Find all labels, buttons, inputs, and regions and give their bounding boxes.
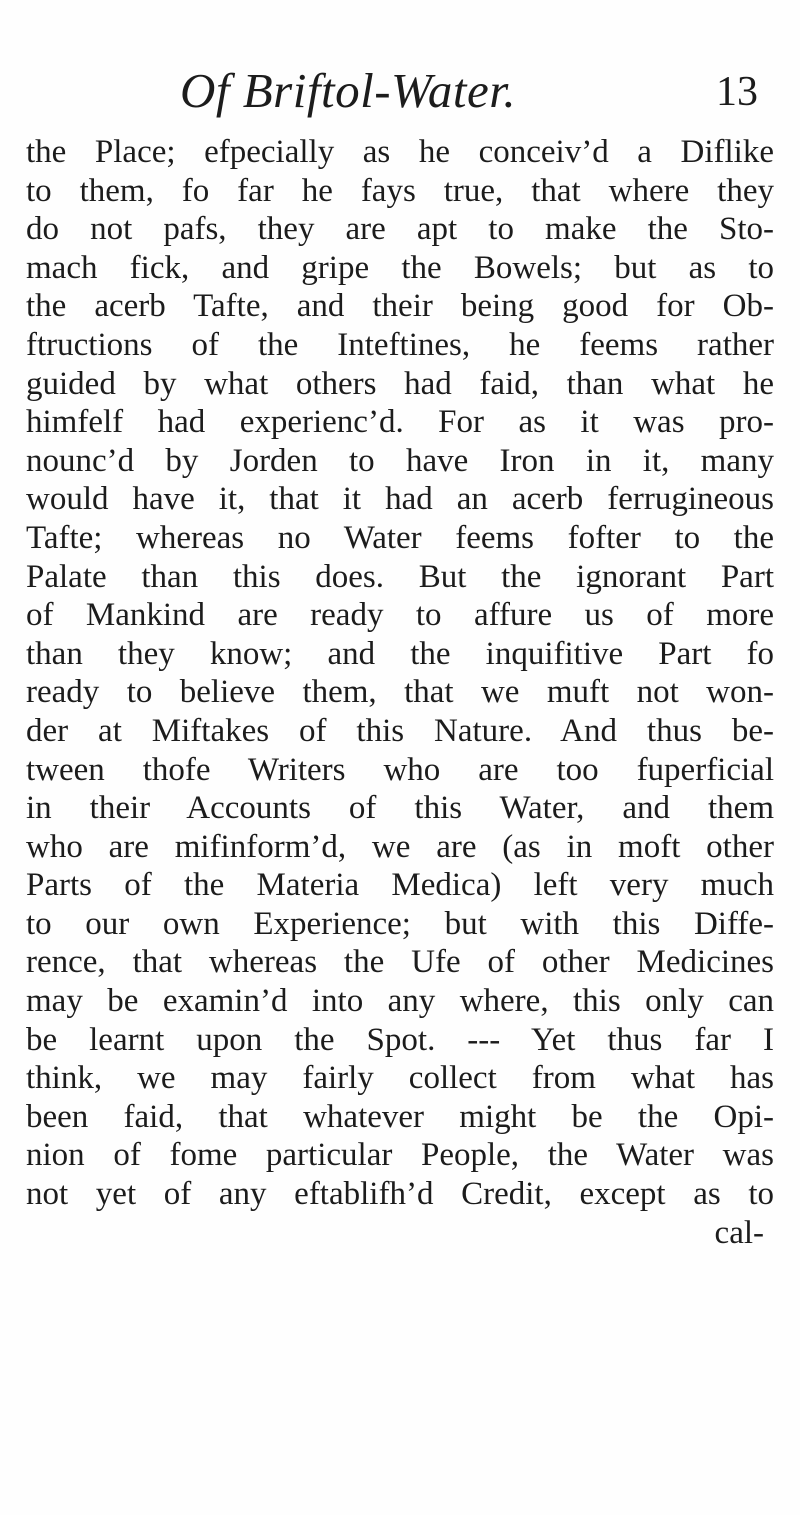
text-line: nion of fome particular People, the Water was (26, 1137, 774, 1174)
text-line: tween thofe Writers who are too fuperficial (26, 751, 774, 788)
text-line: mach fick, and gripe the Bowels; but as to (26, 249, 774, 286)
text-line: who are mifinform’d, we are (as in moft other (26, 828, 774, 865)
text-line: of Mankind are ready to affure us of more (26, 597, 774, 634)
text-line: der at Miftakes of this Nature. And thus be- (26, 712, 774, 749)
text-line: ftructions of the Inteftines, he feems rather (26, 326, 774, 363)
text-line: himfelf had experienc’d. For as it was pro- (26, 404, 774, 441)
page-header (180, 62, 760, 134)
text-line: do not pafs, they are apt to make the Sto- (26, 211, 774, 248)
text-line: been faid, that whatever might be the Opi- (26, 1098, 774, 1135)
text-line: in their Accounts of this Water, and them (26, 790, 774, 827)
text-line: the Place; efpecially as he conceiv’d a Diflike (26, 134, 774, 170)
text-line: think, we may fairly collect from what has (26, 1060, 774, 1097)
text-line: the acerb Tafte, and their being good for Ob- (26, 288, 774, 325)
text-line: to our own Experience; but with this Diffe- (26, 905, 774, 942)
text-line: guided by what others had faid, than what he (26, 365, 774, 402)
text-line: ready to believe them, that we muft not won- (26, 674, 774, 711)
text-line: would have it, that it had an acerb ferrugineous (26, 481, 774, 518)
running-title: Of Briftol-Water. (180, 63, 517, 118)
text-line: rence, that whereas the Ufe of other Medicines (26, 944, 774, 981)
text-line: nounc’d by Jorden to have Iron in it, many (26, 442, 774, 479)
text-line: Palate than this does. But the ignorant Part (26, 558, 774, 595)
page-number: 13 (716, 69, 758, 115)
text-line: be learnt upon the Spot. --- Yet thus far I (26, 1021, 774, 1058)
catchword: cal- (714, 1214, 764, 1251)
body-text (26, 133, 774, 1252)
text-line: Tafte; whereas no Water feems fofter to the (26, 519, 774, 556)
text-line: may be examin’d into any where, this only can (26, 983, 774, 1020)
text-line: not yet of any eftablifh’d Credit, except as to (26, 1176, 774, 1213)
text-line: than they know; and the inquifitive Part fo (26, 635, 774, 672)
text-line: Parts of the Materia Medica) left very much (26, 867, 774, 904)
text-line: to them, fo far he fays true, that where they (26, 172, 774, 209)
